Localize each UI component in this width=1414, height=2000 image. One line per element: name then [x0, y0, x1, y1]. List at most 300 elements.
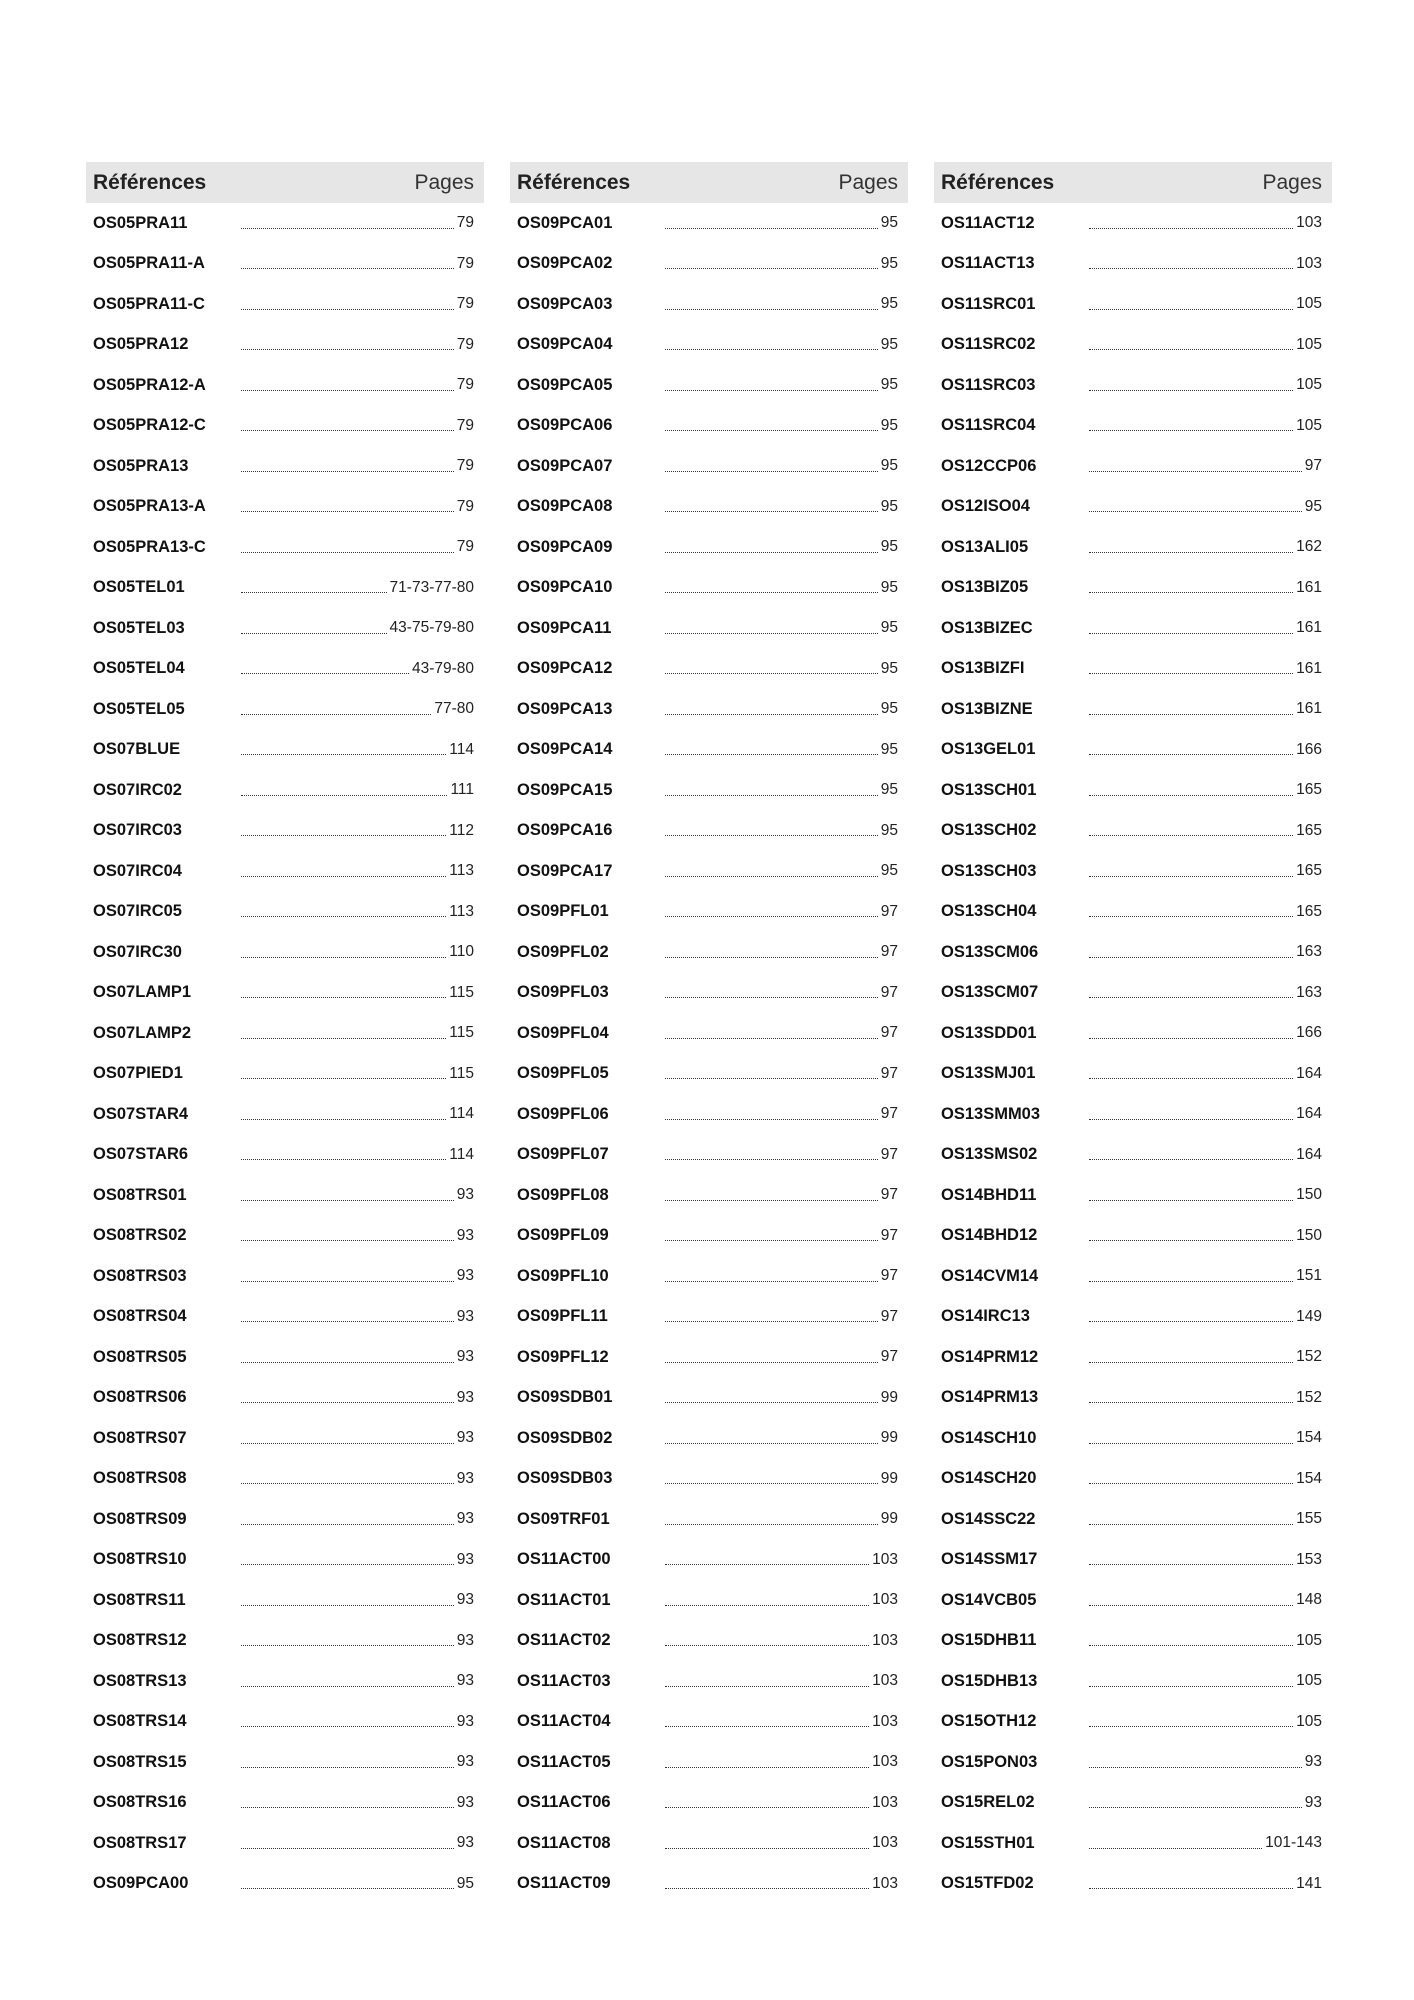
index-row [934, 811, 1332, 852]
page-number: 93 [456, 1672, 474, 1690]
index-row [934, 1540, 1332, 1581]
page-number: 164 [1296, 1105, 1322, 1123]
reference-code: OS08TRS13 [93, 1671, 187, 1690]
page-number: 93 [456, 1834, 474, 1852]
index-row [934, 1864, 1332, 1905]
header-references: Références [941, 170, 1055, 194]
reference-code: OS14PRM12 [941, 1347, 1039, 1366]
page-number: 105 [1296, 1631, 1322, 1649]
index-row [934, 203, 1332, 244]
reference-code: OS11ACT02 [517, 1631, 611, 1650]
page-number: 93 [456, 1631, 474, 1649]
page-number: 79 [456, 254, 474, 272]
dot-leader [665, 1038, 878, 1039]
index-row [510, 1783, 908, 1824]
reference-code: OS13SMJ01 [941, 1064, 1036, 1083]
dot-leader [1089, 1767, 1302, 1768]
page-number: 93 [456, 1307, 474, 1325]
dot-leader [241, 552, 454, 553]
reference-code: OS14PRM13 [941, 1388, 1039, 1407]
index-row [86, 1499, 484, 1540]
reference-code: OS07IRC30 [93, 942, 182, 961]
dot-leader [1089, 1645, 1293, 1646]
dot-leader [665, 1726, 869, 1727]
page-number: 155 [1296, 1510, 1322, 1528]
dot-leader [1089, 309, 1293, 310]
dot-leader [241, 1200, 454, 1201]
page-number: 93 [456, 1186, 474, 1204]
dot-leader [241, 1321, 454, 1322]
dot-leader [1089, 1240, 1293, 1241]
dot-leader [1089, 1402, 1293, 1403]
index-row [86, 1054, 484, 1095]
index-row [86, 1013, 484, 1054]
page-number: 95 [880, 821, 898, 839]
reference-code: OS15DHB11 [941, 1631, 1037, 1650]
page-number: 161 [1296, 700, 1322, 718]
page-number: 111 [450, 781, 474, 799]
reference-code: OS11ACT03 [517, 1671, 611, 1690]
dot-leader [1089, 552, 1293, 553]
dot-leader [1089, 1119, 1293, 1120]
reference-code: OS09PFL09 [517, 1226, 609, 1245]
page-number: 93 [1304, 1753, 1322, 1771]
reference-code: OS13BIZFI [941, 659, 1025, 678]
page-number: 95 [880, 457, 898, 475]
index-row [86, 973, 484, 1014]
reference-code: OS11ACT06 [517, 1793, 611, 1812]
dot-leader [665, 1078, 878, 1079]
page-number: 103 [872, 1712, 898, 1730]
reference-code: OS09PFL04 [517, 1023, 609, 1042]
reference-code: OS08TRS16 [93, 1793, 187, 1812]
page-number: 93 [456, 1550, 474, 1568]
dot-leader [665, 1564, 869, 1565]
index-row [86, 770, 484, 811]
dot-leader [241, 997, 446, 998]
index-row [86, 1702, 484, 1743]
reference-code: OS09PCA11 [517, 618, 612, 637]
dot-leader [241, 1645, 454, 1646]
reference-code: OS07PIED1 [93, 1064, 183, 1083]
reference-code: OS13SDD01 [941, 1023, 1037, 1042]
reference-code: OS05PRA13-C [93, 537, 206, 556]
dot-leader [1089, 471, 1302, 472]
reference-code: OS15STH01 [941, 1833, 1035, 1852]
index-row [934, 1175, 1332, 1216]
reference-code: OS14SCH20 [941, 1469, 1037, 1488]
dot-leader [665, 511, 878, 512]
dot-leader [241, 1119, 446, 1120]
index-row [510, 284, 908, 325]
page-number: 115 [449, 1064, 474, 1082]
index-row [510, 689, 908, 730]
dot-leader [241, 1483, 454, 1484]
page-number: 97 [880, 1267, 898, 1285]
reference-code: OS05PRA11 [93, 213, 188, 232]
reference-code: OS09PCA06 [517, 416, 613, 435]
reference-code: OS13SCM07 [941, 983, 1039, 1002]
page-number: 103 [1296, 254, 1322, 272]
reference-code: OS08TRS07 [93, 1428, 187, 1447]
dot-leader [241, 1281, 454, 1282]
reference-code: OS11SRC03 [941, 375, 1036, 394]
reference-code: OS13SCH04 [941, 902, 1037, 921]
index-rows [510, 203, 908, 1904]
reference-code: OS13SCH02 [941, 821, 1037, 840]
dot-leader [241, 714, 431, 715]
dot-leader [1089, 1200, 1293, 1201]
reference-code: OS14SSC22 [941, 1509, 1036, 1528]
index-row [510, 1175, 908, 1216]
index-row [86, 325, 484, 366]
dot-leader [665, 795, 878, 796]
index-row [510, 1621, 908, 1662]
index-row [934, 1135, 1332, 1176]
page-number: 163 [1296, 983, 1322, 1001]
index-row [86, 892, 484, 933]
page-number: 103 [872, 1753, 898, 1771]
page-number: 99 [880, 1469, 898, 1487]
index-row [934, 1742, 1332, 1783]
index-row [86, 608, 484, 649]
dot-leader [1089, 511, 1302, 512]
page-number: 103 [872, 1591, 898, 1609]
index-row [934, 1783, 1332, 1824]
page-number: 97 [880, 1024, 898, 1042]
index-rows [934, 203, 1332, 1904]
reference-code: OS09PCA08 [517, 497, 613, 516]
index-row [510, 406, 908, 447]
reference-code: OS05TEL03 [93, 618, 185, 637]
page-number: 103 [872, 1793, 898, 1811]
reference-code: OS09PCA03 [517, 294, 613, 313]
index-row [86, 1297, 484, 1338]
dot-leader [241, 1038, 446, 1039]
index-row [934, 1216, 1332, 1257]
page-number: 99 [880, 1388, 898, 1406]
column-header [86, 162, 484, 203]
page-number: 152 [1296, 1388, 1322, 1406]
dot-leader [1089, 916, 1293, 917]
page-number: 113 [449, 862, 474, 880]
page-number: 93 [456, 1429, 474, 1447]
dot-leader [665, 1159, 878, 1160]
page-number: 93 [456, 1712, 474, 1730]
page-number: 110 [449, 943, 474, 961]
index-row [86, 568, 484, 609]
page-number: 97 [880, 1307, 898, 1325]
dot-leader [1089, 997, 1293, 998]
dot-leader [241, 1524, 454, 1525]
dot-leader [241, 390, 454, 391]
reference-code: OS11SRC04 [941, 416, 1036, 435]
reference-code: OS11SRC02 [941, 335, 1036, 354]
page-number: 97 [880, 1226, 898, 1244]
reference-code: OS09PCA00 [93, 1874, 189, 1893]
reference-code: OS09PCA05 [517, 375, 613, 394]
reference-code: OS09PFL05 [517, 1064, 609, 1083]
reference-code: OS09PCA07 [517, 456, 613, 475]
page-number: 162 [1296, 538, 1322, 556]
dot-leader [665, 1807, 869, 1808]
dot-leader [1089, 957, 1293, 958]
reference-code: OS09SDB01 [517, 1388, 613, 1407]
index-row [86, 851, 484, 892]
dot-leader [665, 1119, 878, 1120]
reference-code: OS13SCH03 [941, 861, 1037, 880]
page-number: 105 [1296, 335, 1322, 353]
dot-leader [665, 471, 878, 472]
page-number: 95 [456, 1874, 474, 1892]
index-row [510, 932, 908, 973]
index-row [510, 1013, 908, 1054]
reference-code: OS09PCA13 [517, 699, 613, 718]
reference-code: OS05PRA12-A [93, 375, 206, 394]
page-number: 95 [880, 335, 898, 353]
page-number: 103 [872, 1631, 898, 1649]
index-row [934, 284, 1332, 325]
page-number: 161 [1296, 659, 1322, 677]
dot-leader [241, 1726, 454, 1727]
dot-leader [241, 1888, 454, 1889]
reference-code: OS09PCA02 [517, 254, 613, 273]
dot-leader [1089, 228, 1293, 229]
reference-code: OS11ACT00 [517, 1550, 611, 1569]
dot-leader [665, 876, 878, 877]
dot-leader [241, 511, 454, 512]
page-number: 95 [1304, 497, 1322, 515]
index-row [510, 608, 908, 649]
page-number: 152 [1296, 1348, 1322, 1366]
page-number: 95 [880, 619, 898, 637]
reference-code: OS11ACT08 [517, 1833, 611, 1852]
page-number: 165 [1296, 862, 1322, 880]
page-number: 93 [1304, 1793, 1322, 1811]
reference-code: OS07IRC05 [93, 902, 182, 921]
index-row [510, 1702, 908, 1743]
dot-leader [1089, 876, 1293, 877]
index-row [934, 527, 1332, 568]
reference-code: OS07STAR6 [93, 1145, 189, 1164]
reference-code: OS07STAR4 [93, 1104, 189, 1123]
dot-leader [241, 309, 454, 310]
dot-leader [1089, 1078, 1293, 1079]
reference-code: OS11ACT01 [517, 1590, 611, 1609]
index-row [510, 1256, 908, 1297]
dot-leader [241, 916, 446, 917]
dot-leader [1089, 592, 1293, 593]
index-row [510, 649, 908, 690]
dot-leader [241, 228, 454, 229]
dot-leader [1089, 1321, 1293, 1322]
dot-leader [665, 1686, 869, 1687]
dot-leader [241, 1807, 454, 1808]
reference-code: OS07LAMP1 [93, 983, 192, 1002]
page-number: 154 [1296, 1429, 1322, 1447]
reference-code: OS09TRF01 [517, 1509, 610, 1528]
index-row [934, 1459, 1332, 1500]
dot-leader [665, 916, 878, 917]
dot-leader [241, 1362, 454, 1363]
index-row [86, 446, 484, 487]
reference-code: OS05PRA11-A [93, 254, 205, 273]
dot-leader [665, 754, 878, 755]
reference-code: OS14IRC13 [941, 1307, 1030, 1326]
dot-leader [241, 835, 446, 836]
dot-leader [665, 835, 878, 836]
index-row [510, 1580, 908, 1621]
dot-leader [241, 754, 446, 755]
page-number: 105 [1296, 295, 1322, 313]
reference-code: OS11ACT12 [941, 213, 1035, 232]
index-row [934, 244, 1332, 285]
index-row [934, 1621, 1332, 1662]
index-row [510, 1499, 908, 1540]
page-number: 93 [456, 1591, 474, 1609]
reference-code: OS14VCB05 [941, 1590, 1037, 1609]
dot-leader [241, 1240, 454, 1241]
page-number: 95 [880, 578, 898, 596]
reference-code: OS11SRC01 [941, 294, 1036, 313]
dot-leader [241, 1605, 454, 1606]
index-row [86, 527, 484, 568]
reference-code: OS13BIZEC [941, 618, 1033, 637]
dot-leader [1089, 1524, 1293, 1525]
page-number: 97 [880, 1186, 898, 1204]
reference-code: OS05TEL01 [93, 578, 185, 597]
index-row [934, 1702, 1332, 1743]
index-row [934, 1499, 1332, 1540]
dot-leader [1089, 1807, 1302, 1808]
reference-code: OS08TRS06 [93, 1388, 187, 1407]
page-number: 95 [880, 538, 898, 556]
page-number: 93 [456, 1510, 474, 1528]
index-row [86, 284, 484, 325]
reference-code: OS09PFL06 [517, 1104, 609, 1123]
page-number: 95 [880, 781, 898, 799]
reference-code: OS12ISO04 [941, 497, 1030, 516]
page-number: 165 [1296, 821, 1322, 839]
dot-leader [665, 673, 878, 674]
dot-leader [665, 1524, 878, 1525]
page-number: 154 [1296, 1469, 1322, 1487]
index-column-1 [86, 162, 484, 1904]
index-row [510, 568, 908, 609]
index-row [934, 973, 1332, 1014]
reference-code: OS15OTH12 [941, 1712, 1037, 1731]
page-number: 103 [872, 1550, 898, 1568]
index-row [86, 1864, 484, 1905]
reference-code: OS14CVM14 [941, 1266, 1039, 1285]
dot-leader [241, 633, 387, 634]
dot-leader [241, 1443, 454, 1444]
dot-leader [1089, 268, 1293, 269]
dot-leader [665, 1483, 878, 1484]
index-row [510, 1742, 908, 1783]
index-row [86, 1378, 484, 1419]
dot-leader [1089, 1362, 1293, 1363]
page-number: 93 [456, 1469, 474, 1487]
page-number: 164 [1296, 1064, 1322, 1082]
index-row [934, 406, 1332, 447]
page-number: 141 [1296, 1874, 1322, 1892]
dot-leader [1089, 1848, 1262, 1849]
page-number: 95 [880, 659, 898, 677]
reference-code: OS08TRS14 [93, 1712, 187, 1731]
page-number: 105 [1296, 416, 1322, 434]
index-row [510, 892, 908, 933]
reference-code: OS09PCA16 [517, 821, 613, 840]
reference-code: OS09SDB03 [517, 1469, 613, 1488]
reference-code: OS08TRS05 [93, 1347, 187, 1366]
index-rows [86, 203, 484, 1904]
index-row [934, 649, 1332, 690]
page-number: 97 [880, 943, 898, 961]
dot-leader [1089, 1686, 1293, 1687]
dot-leader [665, 228, 878, 229]
page-number: 95 [880, 214, 898, 232]
dot-leader [665, 1240, 878, 1241]
page-number: 95 [880, 700, 898, 718]
dot-leader [1089, 633, 1293, 634]
index-row [510, 1418, 908, 1459]
reference-code: OS14SSM17 [941, 1550, 1038, 1569]
page-number: 77-80 [434, 700, 474, 718]
page-number: 103 [872, 1874, 898, 1892]
page-number: 103 [872, 1834, 898, 1852]
page-number: 115 [449, 983, 474, 1001]
index-row [510, 1540, 908, 1581]
reference-code: OS09PCA04 [517, 335, 613, 354]
index-row [86, 932, 484, 973]
reference-code: OS08TRS08 [93, 1469, 187, 1488]
page-number: 105 [1296, 1672, 1322, 1690]
header-references: Références [517, 170, 631, 194]
index-row [934, 446, 1332, 487]
index-row [86, 1621, 484, 1662]
page-number: 97 [880, 1145, 898, 1163]
reference-code: OS13BIZ05 [941, 578, 1029, 597]
dot-leader [1089, 1443, 1293, 1444]
index-row [510, 1661, 908, 1702]
dot-leader [665, 1402, 878, 1403]
page-number: 113 [449, 902, 474, 920]
index-row [510, 973, 908, 1014]
page-number: 166 [1296, 1024, 1322, 1042]
index-row [86, 1661, 484, 1702]
page-number: 95 [880, 254, 898, 272]
reference-code: OS07IRC03 [93, 821, 182, 840]
reference-code: OS14BHD12 [941, 1226, 1038, 1245]
reference-code: OS08TRS04 [93, 1307, 187, 1326]
dot-leader [241, 471, 454, 472]
dot-leader [1089, 1281, 1293, 1282]
header-pages: Pages [414, 170, 474, 194]
page-number: 161 [1296, 578, 1322, 596]
dot-leader [665, 349, 878, 350]
header-references: Références [93, 170, 207, 194]
page-number: 163 [1296, 943, 1322, 961]
page-number: 79 [456, 416, 474, 434]
reference-code: OS13SCM06 [941, 942, 1039, 961]
reference-code: OS08TRS11 [93, 1590, 186, 1609]
dot-leader [1089, 430, 1293, 431]
page-number: 99 [880, 1429, 898, 1447]
header-pages: Pages [838, 170, 898, 194]
page-number: 97 [880, 1064, 898, 1082]
index-row [510, 1378, 908, 1419]
